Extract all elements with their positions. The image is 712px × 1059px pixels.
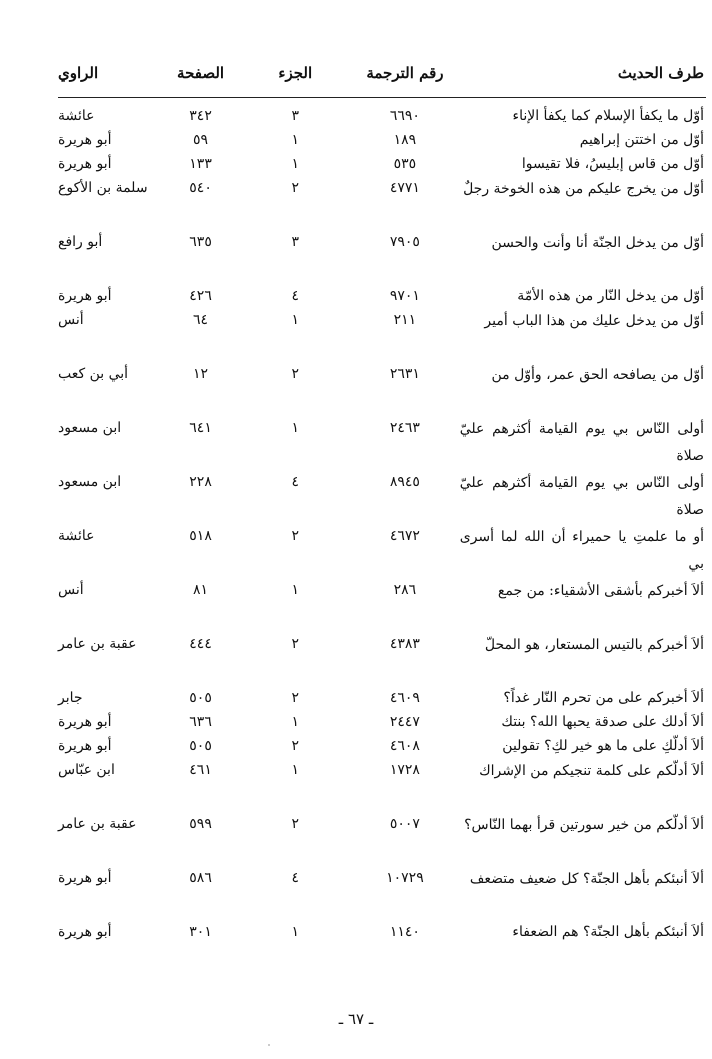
table-row	[58, 578, 706, 632]
table-row	[58, 710, 706, 734]
tarjama-number: ٤٦٠٨	[389, 738, 420, 754]
tarjama-number: ٤٧٧١	[389, 180, 420, 196]
juz-number: ٤	[291, 288, 300, 304]
table-row	[58, 524, 706, 578]
hadith-text: ألاَ أخبركم بالتيس المستعار، هو المحلّ	[484, 637, 704, 653]
page-number-cell: ٣٤٢	[189, 108, 212, 124]
narrator: أبو هريرة	[58, 714, 112, 730]
page-number-cell: ٥٠٥	[189, 690, 212, 706]
table-row	[58, 758, 706, 812]
hadith-text: أوّل من يخرج عليكم من هذه الخوخة رجلٌ	[463, 181, 704, 197]
page-footer-number: ـ ٦٧ ـ	[338, 1010, 374, 1028]
tarjama-number: ٤٦٠٩	[389, 690, 420, 706]
page-number-cell: ١٢	[193, 366, 209, 382]
hadith-text: ألاَ أدلّكم على كلمة تنجيكم من الإشراك	[479, 763, 704, 779]
juz-number: ٤	[291, 474, 300, 490]
table-row	[58, 686, 706, 710]
scan-speck	[268, 1044, 270, 1046]
narrator: أبو هريرة	[58, 738, 112, 754]
juz-number: ٢	[291, 738, 300, 754]
hadith-text: ألاَ أنبئكم بأهل الجنّة؟ كل ضعيف متضعف	[469, 871, 704, 887]
page-number-cell: ٦٣٦	[189, 714, 212, 730]
narrator: عقبة بن عامر	[58, 816, 137, 832]
table-row	[58, 920, 706, 944]
header-rawi: الراوي	[58, 64, 99, 82]
header-tarjama: رقم الترجمة	[366, 64, 444, 82]
page-number-cell: ٥١٨	[189, 528, 212, 544]
narrator: عقبة بن عامر	[58, 636, 137, 652]
tarjama-number: ٩٧٠١	[389, 288, 420, 304]
page-number-cell: ٣٠١	[189, 924, 212, 940]
narrator: أبو هريرة	[58, 870, 112, 886]
table-header	[58, 60, 706, 98]
juz-number: ٢	[291, 366, 300, 382]
narrator: أبو هريرة	[58, 924, 112, 940]
juz-number: ٤	[291, 870, 300, 886]
hadith-text: أوّل من يدخل الجنّة أنا وأنت والحسن	[491, 235, 704, 251]
tarjama-number: ٢٨٦	[393, 582, 417, 598]
narrator: أبو هريرة	[58, 132, 112, 148]
narrator: ابن مسعود	[58, 474, 122, 490]
narrator: ابن عبّاس	[58, 762, 115, 778]
narrator: أنس	[58, 582, 84, 598]
juz-number: ٢	[291, 636, 300, 652]
tarjama-number: ١٠٧٢٩	[386, 870, 424, 886]
table-row	[58, 632, 706, 686]
index-table	[58, 60, 706, 944]
juz-number: ٣	[291, 234, 300, 250]
table-row	[58, 104, 706, 128]
hadith-text: أوّل من يدخل النّار من هذه الأمّة	[517, 288, 704, 304]
tarjama-number: ٤٦٧٢	[389, 528, 420, 544]
juz-number: ١	[291, 312, 300, 328]
hadith-text: ألاَ أدلّكِ على ما هو خير لكِ؟ تقولين	[502, 738, 704, 754]
page-number-cell: ٥٨٦	[189, 870, 212, 886]
tarjama-number: ٥٠٠٧	[389, 816, 420, 832]
tarjama-number: ٢٦٣١	[389, 366, 420, 382]
juz-number: ١	[291, 132, 300, 148]
page-number-cell: ٤٦١	[189, 762, 212, 778]
narrator: أبي بن كعب	[58, 366, 129, 382]
table-row	[58, 470, 706, 524]
page-number-cell: ٨١	[193, 582, 209, 598]
narrator: أبو هريرة	[58, 288, 112, 304]
hadith-text: أوّل من يصافحه الحق عمر، وأوّل من	[491, 367, 704, 383]
page-number-cell: ٥٤٠	[189, 180, 212, 196]
juz-number: ١	[291, 762, 300, 778]
table-row	[58, 866, 706, 920]
narrator: أبو رافع	[58, 234, 103, 250]
tarjama-number: ٢٤٦٣	[389, 420, 420, 436]
tarjama-number: ٥٣٥	[393, 156, 417, 172]
table-row	[58, 152, 706, 176]
table-row	[58, 362, 706, 416]
header-safha: الصفحة	[177, 64, 225, 82]
table-row	[58, 128, 706, 152]
narrator: أنس	[58, 312, 84, 328]
narrator: ابن مسعود	[58, 420, 122, 436]
page-number-cell: ٦٤	[193, 312, 209, 328]
table-row	[58, 176, 706, 230]
table-row	[58, 416, 706, 470]
tarjama-number: ١٨٩	[393, 132, 417, 148]
juz-number: ٢	[291, 816, 300, 832]
juz-number: ١	[291, 420, 300, 436]
hadith-text: ألاَ أدلّكم من خير سورتين قرأ بهما النّاس؟	[464, 817, 704, 833]
table-row	[58, 812, 706, 866]
tarjama-number: ٢٤٤٧	[389, 714, 420, 730]
narrator: عائشة	[58, 528, 95, 544]
table-row	[58, 308, 706, 362]
hadith-text: أوّل من قاس إبليسُ، فلا تقيسوا	[521, 156, 704, 172]
header-juz: الجزء	[278, 64, 313, 82]
page-number-cell: ٢٢٨	[189, 474, 212, 490]
table-row	[58, 230, 706, 284]
juz-number: ١	[291, 924, 300, 940]
hadith-text: أوّل ما يكفأ الإسلام كما يكفأ الإناء	[512, 108, 704, 124]
page-number-cell: ٦٤١	[189, 420, 212, 436]
tarjama-number: ٤٣٨٣	[389, 636, 420, 652]
narrator: جابر	[58, 690, 83, 706]
tarjama-number: ١١٤٠	[389, 924, 420, 940]
narrator: عائشة	[58, 108, 95, 124]
juz-number: ١	[291, 582, 300, 598]
page-number-cell: ٦٣٥	[189, 234, 212, 250]
hadith-text: أولى النّاس بي يوم القيامة أكثرهم عليّ صلاة	[459, 421, 704, 464]
page-number-cell: ٥٠٥	[189, 738, 212, 754]
table-row	[58, 284, 706, 308]
juz-number: ١	[291, 156, 300, 172]
hadith-text: ألاَ أدلك على صدقة يحبها الله؟ بنتك	[501, 714, 704, 730]
narrator: أبو هريرة	[58, 156, 112, 172]
page-number-cell: ٥٩٩	[189, 816, 212, 832]
tarjama-number: ٨٩٤٥	[389, 474, 420, 490]
juz-number: ٢	[291, 528, 300, 544]
narrator: سلمة بن الأكوع	[58, 180, 148, 196]
hadith-text: ألاَ أخبركم بأشقى الأشقياء: من جمع	[497, 583, 704, 599]
juz-number: ٢	[291, 690, 300, 706]
table-row	[58, 734, 706, 758]
tarjama-number: ٦٦٩٠	[389, 108, 420, 124]
juz-number: ٢	[291, 180, 300, 196]
hadith-text: أو ما علمتِ يا حميراء أن الله لما أسرى بي	[459, 529, 704, 572]
page-number-cell: ٥٩	[193, 132, 209, 148]
header-hadith: طرف الحديث	[617, 64, 704, 82]
tarjama-number: ١٧٢٨	[389, 762, 420, 778]
table-body	[58, 98, 706, 944]
page-number-cell: ٤٤٤	[189, 636, 212, 652]
tarjama-number: ٧٩٠٥	[389, 234, 420, 250]
hadith-text: أوّل من يدخل عليك من هذا الباب أمير	[484, 313, 704, 329]
juz-number: ٣	[291, 108, 300, 124]
juz-number: ١	[291, 714, 300, 730]
hadith-text: ألاَ أخبركم على من تحرم النّار غداً؟	[503, 690, 704, 706]
page-number-cell: ١٣٣	[189, 156, 212, 172]
hadith-text: ألاَ أنبئكم بأهل الجنّة؟ هم الضعفاء	[512, 924, 704, 940]
hadith-text: أولى النّاس بي يوم القيامة أكثرهم عليّ صلاة	[459, 475, 704, 518]
page-number-cell: ٤٢٦	[189, 288, 212, 304]
tarjama-number: ٢١١	[393, 312, 417, 328]
hadith-text: أوّل من اختتن إبراهيم	[579, 132, 704, 148]
